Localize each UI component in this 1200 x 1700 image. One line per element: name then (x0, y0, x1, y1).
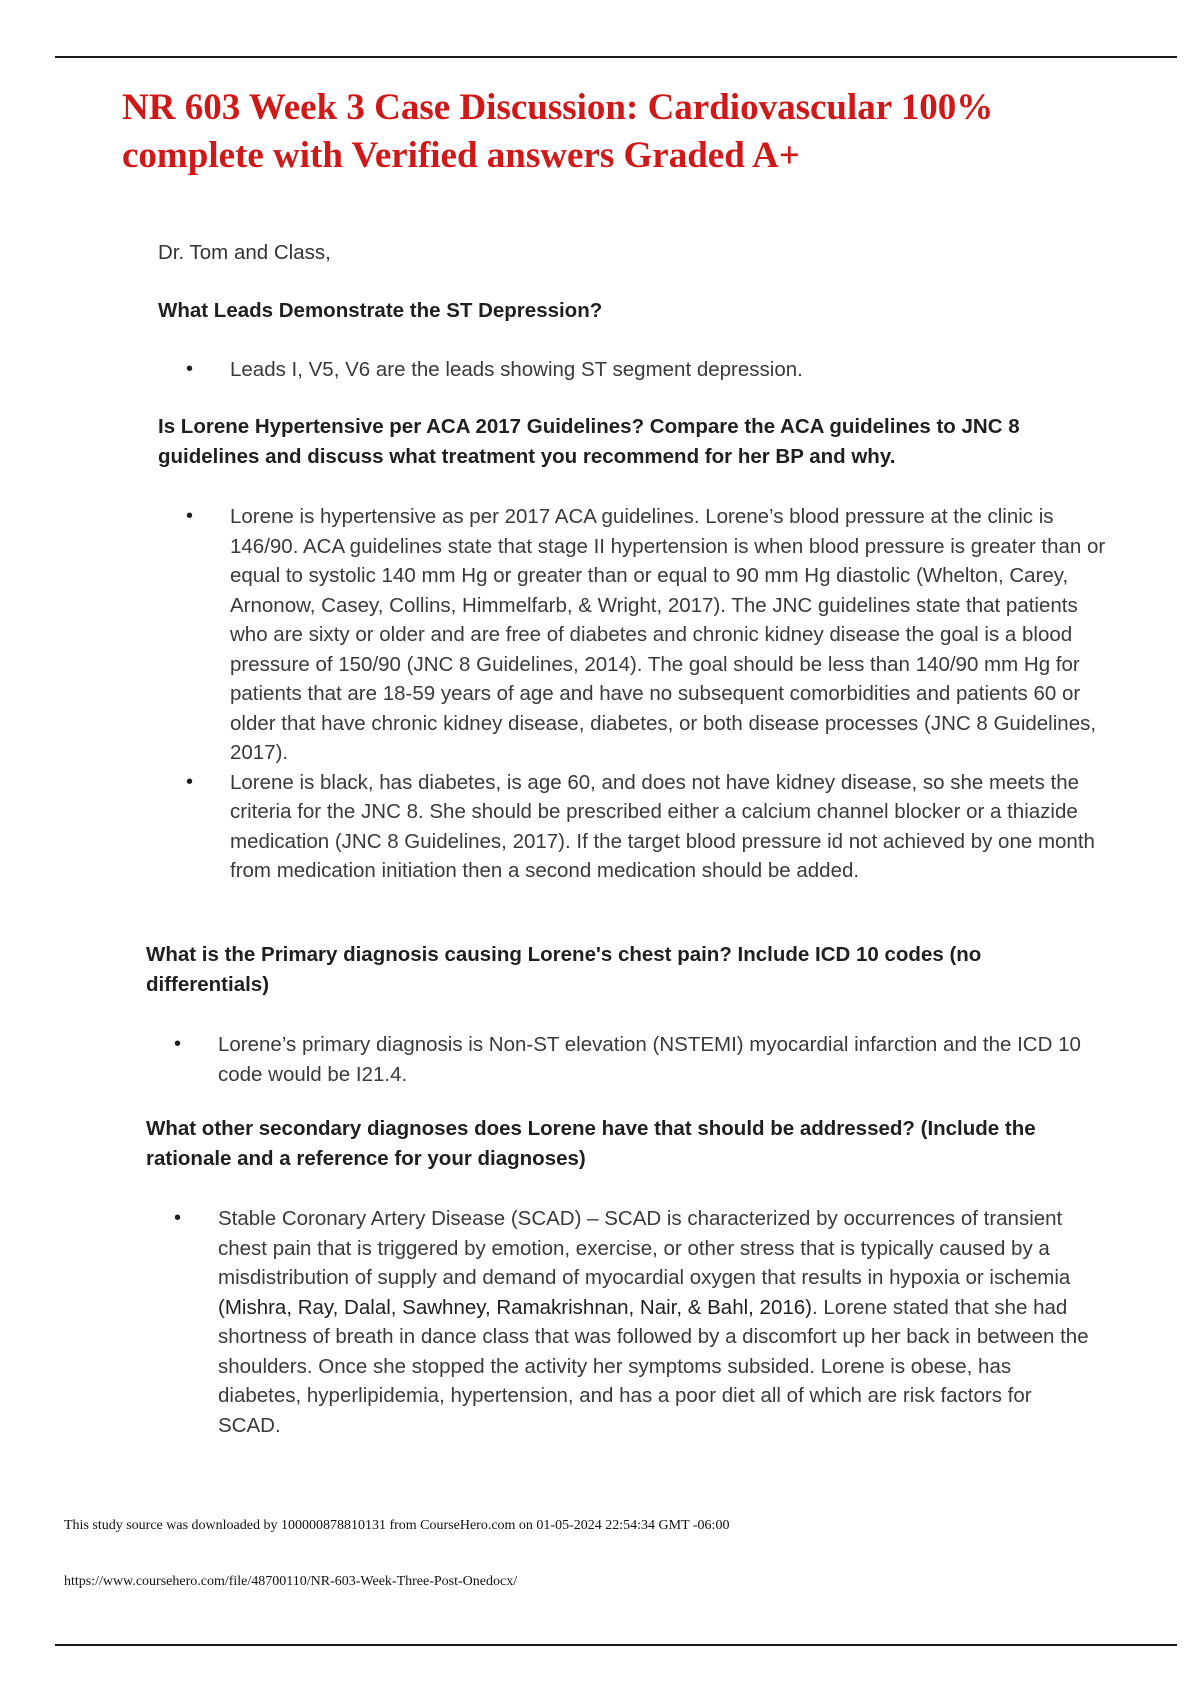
top-rule (55, 56, 1177, 58)
question-secondary-diagnoses: What other secondary diagnoses does Lorene have that should be addressed? (Include the rationale and a reference for your diagnoses) (146, 1117, 1036, 1170)
bullet-text-after: . Lorene stated that she had shortness of breath in dance class that was followed by a discomfort up her back in between the shoulders. Once she stopped the activity her symptoms subsided. Lorene is obese, has diabetes, hyperlipidemia, hypertension, and has a poor diet all of which are risk factors for SCAD. (218, 1295, 1089, 1437)
list-item (186, 355, 1110, 385)
bullet-icon: • (174, 1207, 182, 1229)
list-item (186, 502, 1110, 768)
citation: (Mishra, Ray, Dalal, Sawhney, Ramakrishnan, Nair, & Bahl, 2016) (218, 1295, 812, 1319)
bullet-text: Lorene is hypertensive as per 2017 ACA guidelines. Lorene’s blood pressure at the clinic is 146/90. ACA guidelines state that stage II hypertension is when blood pressure is greater than or equal to systolic 140 mm Hg or greater than or equal to 90 mm Hg diastolic (Whelton, Carey, Arnonow, Casey, Collins, Himmelfarb, & Wright, 2017). The JNC guidelines state that patients who are sixty or older and are free of diabetes and chronic kidney disease the goal is a blood pressure of 150/90 (JNC 8 Guidelines, 2014). The goal should be less than 140/90 mm Hg for patients that are 18-59 years of age and have no subsequent comorbidities and patients 60 or older that have chronic kidney disease, diabetes, or both disease processes (JNC 8 Guidelines, 2017). (230, 505, 1106, 764)
answer-list-primary-diagnosis (174, 1030, 1098, 1089)
question-primary-diagnosis: What is the Primary diagnosis causing Lorene's chest pain? Include ICD 10 codes (no differentials) (146, 943, 982, 996)
document-title: NR 603 Week 3 Case Discussion: Cardiovascular 100% complete with Verified answers Graded A+ (122, 87, 994, 176)
answer-list-secondary-diagnoses (174, 1204, 1098, 1440)
download-notice: This study source was downloaded by 100000878810131 from CourseHero.com on 01-05-2024 22:54:34 GMT -06:00 (64, 1518, 730, 1533)
answer-list-st-depression (186, 355, 1110, 385)
source-url: https://www.coursehero.com/file/48700110/NR-603-Week-Three-Post-Onedocx/ (64, 1574, 518, 1589)
bullet-icon: • (186, 505, 194, 527)
bullet-text-before: Stable Coronary Artery Disease (SCAD) – SCAD is characterized by occurrences of transient chest pain that is triggered by emotion, exercise, or other stress that is typically caused by a misdistribution of supply and demand of myocardial oxygen that results in hypoxia or ischemia (218, 1207, 1071, 1289)
bullet-icon: • (186, 358, 194, 380)
salutation: Dr. Tom and Class, (158, 241, 331, 264)
bullet-text: Leads I, V5, V6 are the leads showing ST segment depression. (230, 358, 803, 381)
question-hypertensive: Is Lorene Hypertensive per ACA 2017 Guidelines? Compare the ACA guidelines to JNC 8 guidelines and discuss what treatment you recommend for her BP and why. (158, 415, 1020, 468)
bottom-rule (55, 1644, 1177, 1646)
question-st-depression: What Leads Demonstrate the ST Depression? (158, 299, 603, 322)
bullet-text: Lorene’s primary diagnosis is Non-ST elevation (NSTEMI) myocardial infarction and the ICD 10 code would be I21.4. (218, 1033, 1081, 1086)
list-item (174, 1030, 1098, 1089)
bullet-icon: • (186, 770, 194, 793)
answer-list-hypertensive (186, 502, 1110, 886)
bullet-text: Lorene is black, has diabetes, is age 60, and does not have kidney disease, so she meets the criteria for the JNC 8. She should be prescribed either a calcium channel blocker or a thiazide medication (JNC 8 Guidelines, 2017). If the target blood pressure id not achieved by one month from medication initiation then a second medication should be added. (230, 770, 1095, 882)
list-item (186, 768, 1110, 886)
bullet-icon: • (174, 1033, 182, 1055)
list-item (174, 1204, 1098, 1440)
